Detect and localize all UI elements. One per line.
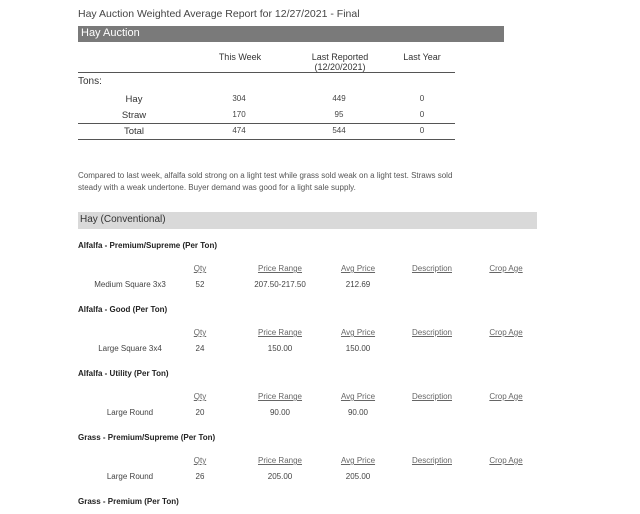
total-last-year: 0	[419, 126, 425, 135]
row-qty: 24	[195, 344, 205, 353]
col-this-week: This Week	[218, 52, 262, 62]
col-header-qty: Qty	[193, 264, 207, 273]
row-avg-price: 150.00	[345, 344, 371, 353]
header-divider	[78, 72, 455, 73]
tons-label: Tons:	[78, 76, 102, 87]
row-qty: 26	[195, 472, 205, 481]
category-title: Alfalfa - Premium/Supreme (Per Ton)	[78, 241, 217, 250]
row-price-range: 205.00	[267, 472, 293, 481]
col-header-avg-price: Avg Price	[340, 456, 376, 465]
market-commentary: Compared to last week, alfalfa sold strong on a light test while grass sold weak on a light test. Straws sold steady with a weak undertone. Buyer demand was good for a light sale supply.	[78, 171, 453, 192]
category-title: Alfalfa - Good (Per Ton)	[78, 305, 168, 314]
col-header-price-range: Price Range	[257, 456, 303, 465]
row-label-hay: Hay	[125, 94, 143, 105]
hay-last-reported: 449	[332, 94, 346, 103]
row-label-straw: Straw	[121, 110, 147, 121]
row-avg-price: 90.00	[347, 408, 369, 417]
col-last-reported: Last Reported	[311, 52, 369, 62]
row-type: Large Round	[106, 408, 154, 417]
col-header-crop-age: Crop Age	[489, 328, 523, 337]
table-bottom-rule	[78, 139, 455, 140]
hay-auction-section-title: Hay Auction	[81, 27, 140, 39]
col-header-description: Description	[411, 392, 452, 401]
row-avg-price: 205.00	[345, 472, 371, 481]
col-header-avg-price: Avg Price	[340, 328, 376, 337]
col-header-description: Description	[411, 264, 452, 273]
straw-last-year: 0	[419, 110, 425, 119]
col-header-crop-age: Crop Age	[489, 456, 523, 465]
category-title: Alfalfa - Utility (Per Ton)	[78, 369, 169, 378]
col-header-price-range: Price Range	[257, 264, 303, 273]
category-title: Grass - Premium/Supreme (Per Ton)	[78, 433, 216, 442]
straw-last-reported: 95	[334, 110, 344, 119]
category-title: Grass - Premium (Per Ton)	[78, 497, 179, 506]
col-header-avg-price: Avg Price	[340, 264, 376, 273]
straw-this-week: 170	[232, 110, 246, 119]
total-last-reported: 544	[332, 126, 346, 135]
col-header-price-range: Price Range	[257, 392, 303, 401]
row-type: Large Round	[106, 472, 154, 481]
col-header-price-range: Price Range	[257, 328, 303, 337]
row-qty: 20	[195, 408, 205, 417]
row-avg-price: 212.69	[345, 280, 371, 289]
col-header-crop-age: Crop Age	[489, 392, 523, 401]
hay-conventional-header-bar	[78, 212, 537, 229]
row-price-range: 150.00	[267, 344, 293, 353]
report-title: Hay Auction Weighted Average Report for 12/27/2021 - Final	[78, 8, 360, 20]
total-this-week: 474	[232, 126, 246, 135]
col-header-crop-age: Crop Age	[489, 264, 523, 273]
col-last-reported-date: (12/20/2021)	[314, 62, 366, 72]
row-type: Large Square 3x4	[98, 344, 162, 353]
row-label-total: Total	[123, 126, 145, 137]
col-header-qty: Qty	[193, 328, 207, 337]
col-last-year: Last Year	[403, 52, 441, 62]
col-header-description: Description	[411, 456, 452, 465]
row-price-range: 207.50-217.50	[254, 280, 306, 289]
col-header-qty: Qty	[193, 456, 207, 465]
col-header-qty: Qty	[193, 392, 207, 401]
col-header-avg-price: Avg Price	[340, 392, 376, 401]
hay-conventional-title: Hay (Conventional)	[80, 214, 166, 225]
hay-this-week: 304	[232, 94, 246, 103]
hay-auction-header-bar	[78, 26, 504, 42]
row-type: Medium Square 3x3	[94, 280, 166, 289]
row-price-range: 90.00	[269, 408, 291, 417]
row-qty: 52	[195, 280, 205, 289]
hay-last-year: 0	[419, 94, 425, 103]
total-divider	[78, 123, 455, 124]
col-header-description: Description	[411, 328, 452, 337]
